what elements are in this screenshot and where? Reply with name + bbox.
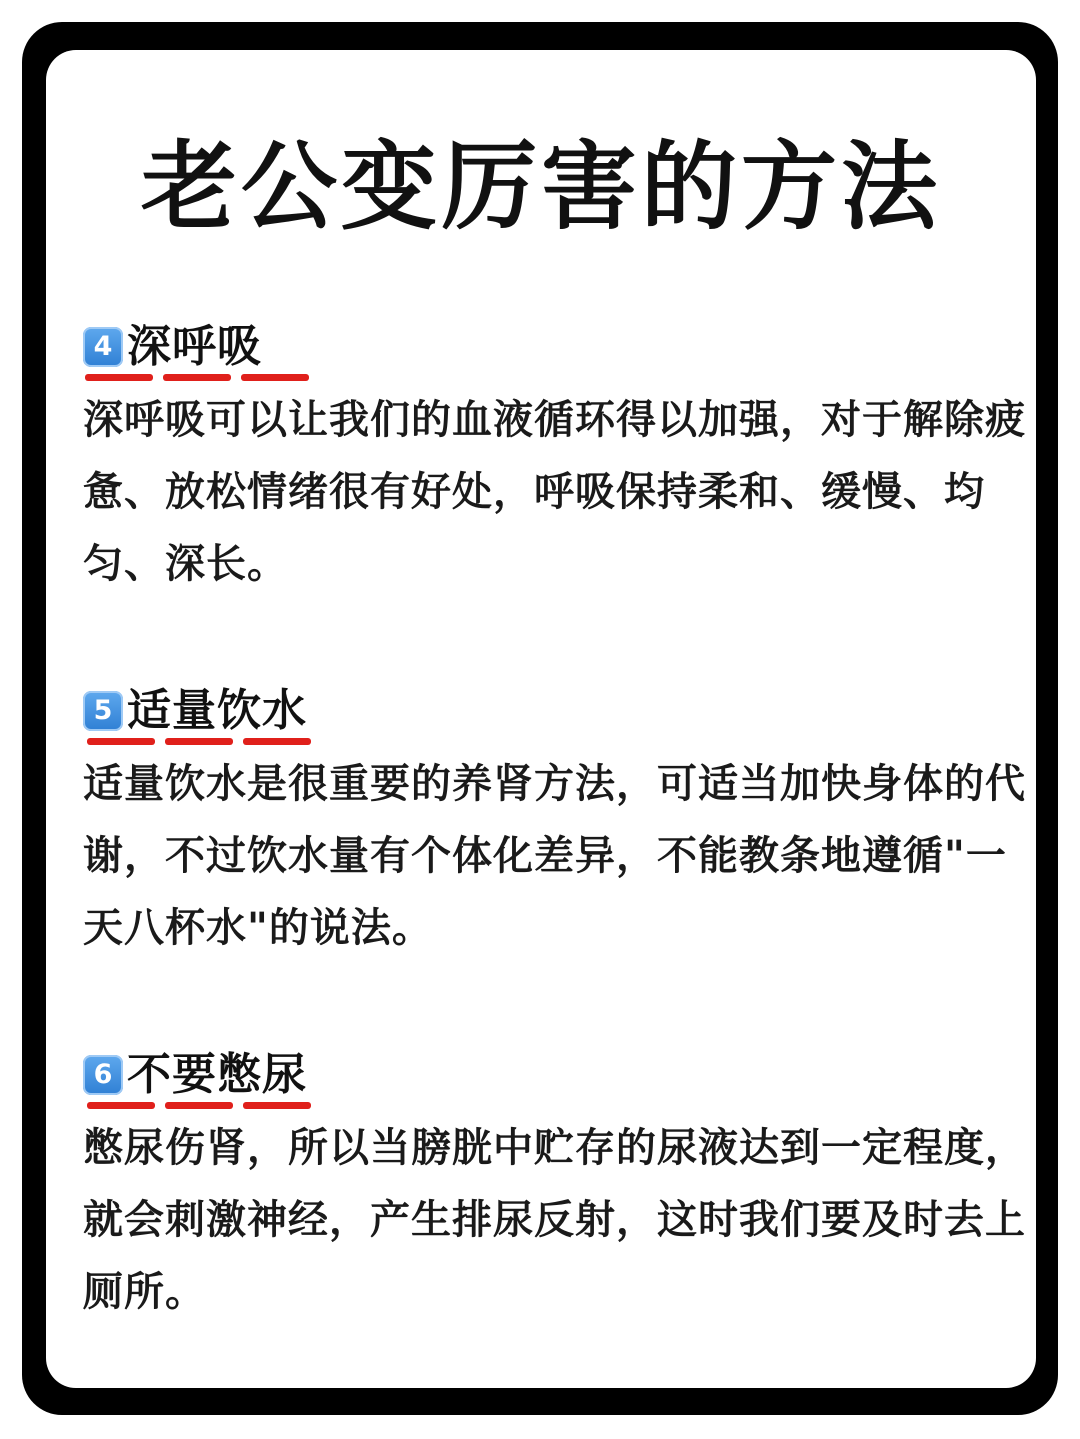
number-6-icon: 6 <box>83 1055 123 1095</box>
section-body: 憋尿伤肾，所以当膀胱中贮存的尿液达到一定程度，就会刺激神经，产生排尿反射，这时我们要及时去上厕所。 <box>83 1125 1026 1315</box>
red-underline <box>165 738 233 745</box>
red-underline <box>87 738 155 745</box>
number-4-icon: 4 <box>83 327 123 367</box>
red-underline <box>243 1102 311 1109</box>
red-underline <box>87 1102 155 1109</box>
section-heading-text: 深呼吸 <box>127 321 262 372</box>
section-heading <box>83 680 1043 742</box>
section-heading <box>83 1044 1043 1106</box>
red-underline <box>163 374 231 381</box>
section-heading-text: 不要憋尿 <box>127 1049 307 1100</box>
section-deep-breathing <box>83 316 1043 600</box>
section-body: 适量饮水是很重要的养肾方法，可适当加快身体的代谢，不过饮水量有个体化差异，不能教条地遵循"一天八杯水"的说法。 <box>83 761 1026 951</box>
black-frame <box>22 22 1058 1415</box>
section-body: 深呼吸可以让我们的血液循环得以加强，对于解除疲惫、放松情绪很有好处，呼吸保持柔和、缓慢、均匀、深长。 <box>83 397 1026 587</box>
red-underline <box>165 1102 233 1109</box>
number-5-icon: 5 <box>83 691 123 731</box>
content-card <box>46 50 1036 1388</box>
red-underline <box>241 374 309 381</box>
section-dont-hold-urine <box>83 1044 1043 1328</box>
section-drink-water <box>83 680 1043 964</box>
section-heading-text: 适量饮水 <box>127 685 307 736</box>
red-underline <box>243 738 311 745</box>
section-heading <box>83 316 1043 378</box>
red-underline <box>85 374 153 381</box>
page-title: 老公变厉害的方法 <box>141 131 941 243</box>
